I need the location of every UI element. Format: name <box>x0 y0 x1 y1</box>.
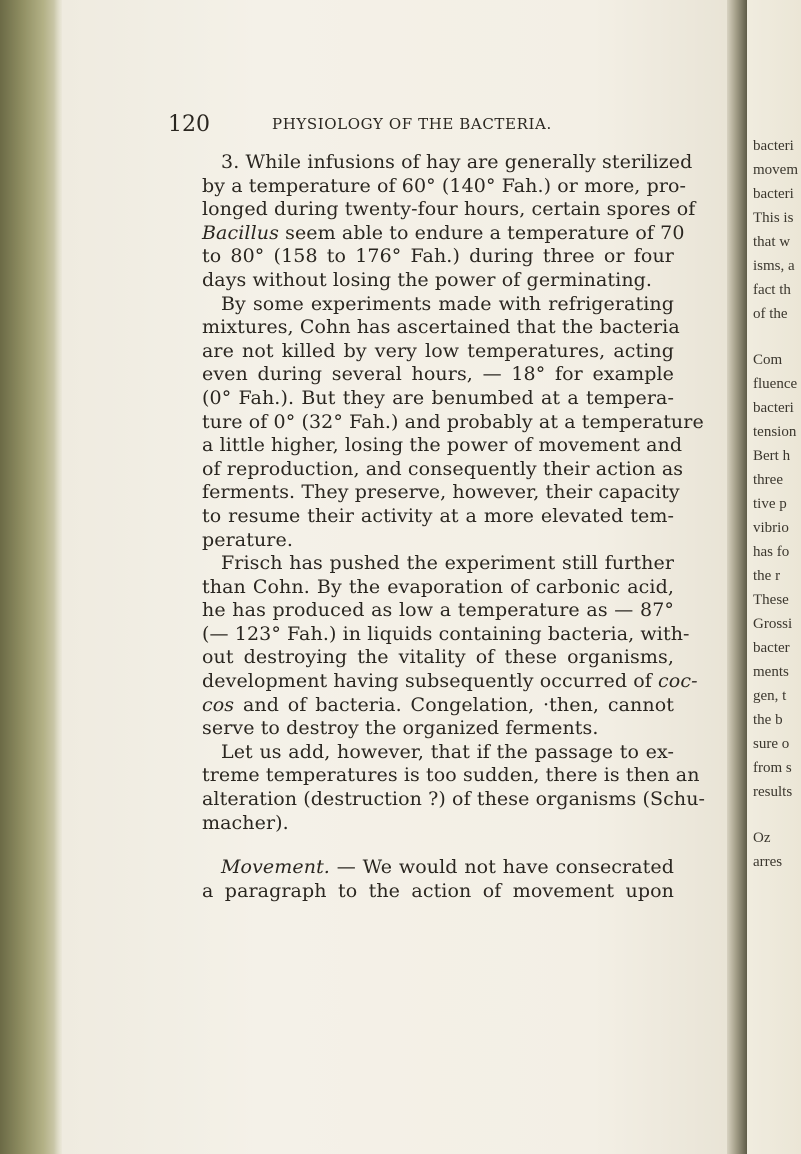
text-line: (— 123° Fah.) in liquids containing bacteria, with- <box>202 622 690 645</box>
facing-page-fragment: Bert h <box>753 448 791 464</box>
facing-page-fragment: isms, a <box>753 258 795 274</box>
facing-page-fragment: that w <box>753 234 791 250</box>
section-heading: Movement. <box>221 856 330 879</box>
facing-page-fragment: results <box>753 784 793 800</box>
text-line: to resume their activity at a more elevated tem- <box>202 504 674 527</box>
text-line: days without losing the power of germinating. <box>202 268 653 291</box>
text-line: mixtures, Cohn has ascertained that the bacteria <box>202 316 680 339</box>
facing-page-fragment: three <box>753 472 783 488</box>
facing-page-fragment: bacteri <box>753 400 794 416</box>
page-header <box>168 112 588 138</box>
text-line <box>202 221 685 246</box>
facing-page-fragment: from s <box>753 760 792 776</box>
page-number: 120 <box>168 112 210 137</box>
text-line: are not killed by very low temperatures, acting <box>202 339 674 362</box>
text-line: ture of 0° (32° Fah.) and probably at a temperature <box>202 410 704 433</box>
text-run: and of bacteria. Congelation, ·then, cannot <box>234 693 674 716</box>
book-spine-edge <box>0 0 62 1154</box>
facing-page-fragment: of the <box>753 306 788 322</box>
text-line: he has produced as low a temperature as — 87° <box>202 599 674 622</box>
text-line: treme temperatures is too sudden, there is then an <box>202 764 700 787</box>
text-line <box>202 856 674 880</box>
text-line: Frisch has pushed the experiment still further <box>221 552 674 575</box>
running-title: PHYSIOLOGY OF THE BACTERIA. <box>272 115 552 133</box>
text-line: a paragraph to the action of movement upon <box>202 879 674 902</box>
text-line: by a temperature of 60° (140° Fah.) or more, pro- <box>202 174 687 197</box>
text-line: of reproduction, and consequently their action as <box>202 457 684 480</box>
facing-page-fragment: These <box>753 592 789 608</box>
italic-term: coc- <box>658 670 698 693</box>
paragraph <box>202 740 706 835</box>
text-line: a little higher, losing the power of movement and <box>202 434 683 457</box>
facing-page-fragment: tension <box>753 424 797 440</box>
text-line: longed during twenty-four hours, certain spores of <box>202 198 696 221</box>
facing-page-fragment: vibrio <box>753 520 789 536</box>
facing-page-fragment: the b <box>753 712 783 728</box>
facing-page-fragment: arres <box>753 854 783 870</box>
text-line <box>202 670 698 694</box>
text-line: to 80° (158 to 176° Fah.) during three or four <box>202 245 674 268</box>
body-text <box>202 151 706 903</box>
facing-page-fragment: movem <box>753 162 798 178</box>
book-gutter <box>727 0 747 1154</box>
text-line: ferments. They preserve, however, their capacity <box>202 481 680 504</box>
facing-page-fragment: bacteri <box>753 186 794 202</box>
facing-page-edge <box>747 0 801 1154</box>
paragraph <box>202 856 674 903</box>
facing-page-fragment: fluence <box>753 376 798 392</box>
text-run: seem able to endure a temperature of 70 <box>278 221 685 244</box>
facing-page-fragment: bacteri <box>753 138 794 154</box>
text-line: out destroying the vitality of these organisms, <box>202 646 674 669</box>
italic-term: Bacillus <box>202 221 279 244</box>
paragraph <box>202 151 696 293</box>
paragraph <box>202 552 698 741</box>
text-line: (0° Fah.). But they are benumbed at a tempera- <box>202 386 674 409</box>
facing-page-fragment: This is <box>753 210 794 226</box>
facing-page-fragment: fact th <box>753 282 791 298</box>
section-gap <box>202 835 674 856</box>
facing-page-fragment: ments <box>753 664 789 680</box>
facing-page-fragment: has fo <box>753 544 790 560</box>
facing-page-fragment: gen, t <box>753 688 787 704</box>
facing-page-fragment: tive p <box>753 496 787 512</box>
text-line: Let us add, however, that if the passage to ex- <box>221 740 674 763</box>
paragraph <box>202 292 704 553</box>
text-line <box>202 694 674 718</box>
facing-page-fragment: bacter <box>753 640 790 656</box>
text-line: macher). <box>202 811 289 834</box>
text-line: serve to destroy the organized ferments. <box>202 717 599 740</box>
text-line: 3. While infusions of hay are generally sterilized <box>221 151 693 173</box>
italic-term: cos <box>202 693 235 716</box>
text-line: than Cohn. By the evaporation of carbonic acid, <box>202 575 674 598</box>
text-line: perature. <box>202 528 293 551</box>
facing-page-fragment: the r <box>753 568 781 584</box>
text-line: By some experiments made with refrigerating <box>221 292 674 315</box>
text-run: development having subsequently occurred of <box>202 670 659 693</box>
facing-page-fragment: Grossi <box>753 616 793 632</box>
facing-page-fragment: Com <box>753 352 783 368</box>
text-line: even during several hours, — 18° for example <box>202 363 674 386</box>
text-line: alteration (destruction ?) of these organisms (Schu- <box>202 788 706 811</box>
text-run: — We would not have consecrated <box>329 856 674 879</box>
facing-page-fragment: Oz <box>753 830 771 846</box>
facing-page-fragment: sure o <box>753 736 790 752</box>
